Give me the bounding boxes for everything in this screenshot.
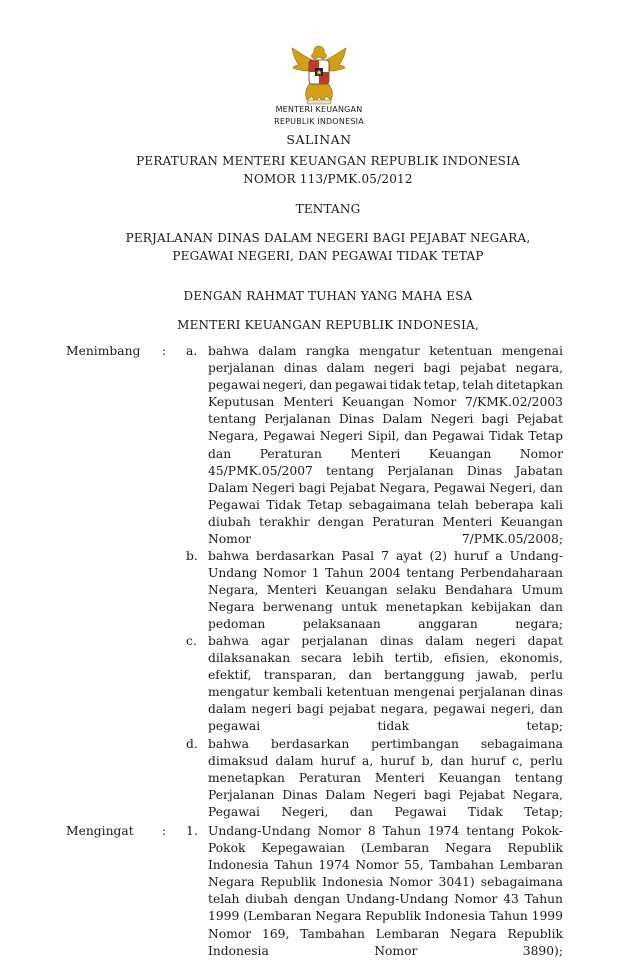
text-line: bahwa dalam rangka mengatur ketentuan mengenai (208, 344, 563, 358)
institution-line-1: MENTERI KEUANGAN (275, 105, 363, 114)
menimbang-colon: : (162, 344, 167, 358)
salinan-label: SALINAN (286, 132, 352, 147)
tentang-heading: TENTANG (295, 202, 361, 216)
text-line: Undang-Undang Nomor 8 Tahun 1974 tentang Pokok- (208, 824, 563, 838)
mengingat-label: Mengingat (66, 824, 134, 838)
text-line: bahwa berdasarkan Pasal 7 ayat (2) huruf a Undang- (208, 549, 563, 563)
rahmat-line: DENGAN RAHMAT TUHAN YANG MAHA ESA (183, 289, 473, 303)
text-line: tentang Perjalanan Dinas Dalam Negeri bagi Pejabat (208, 412, 563, 427)
mengingat-item-1 (208, 823, 563, 960)
text-line: diubah terakhir dengan Peraturan Menteri Keuangan (208, 514, 563, 529)
text-line: Indonesia Tahun 1974 Nomor 55, Tambahan Lembaran (208, 858, 563, 873)
text-line: Undang Nomor 1 Tahun 2004 tentang Perbendaharaan (208, 566, 563, 581)
menimbang-marker-b: b. (186, 549, 198, 563)
menimbang-label: Menimbang (66, 344, 141, 358)
text-line: Pegawai Tidak Tetap sebagaimana telah beberapa kali (208, 497, 563, 512)
text-line: bahwa berdasarkan pertimbangan sebagaimana (208, 737, 563, 751)
text-line: dimaksud dalam huruf a, huruf b, dan huruf c, perlu (208, 754, 563, 769)
mengingat-marker-1: 1. (186, 824, 198, 838)
text-line: 45/PMK.05/2007 tentang Perjalanan Dinas Jabatan (208, 463, 563, 478)
mengingat-colon: : (162, 824, 167, 838)
text-line: Negara berwenang untuk menetapkan kebijakan dan (208, 600, 563, 615)
text-line: Nomor 7/PMK.05/2008; (208, 532, 563, 547)
text-line: Negara, Menteri Keuangan selaku Bendahara Umum (208, 583, 563, 598)
menimbang-item-d (208, 736, 563, 821)
garuda-emblem-icon (290, 42, 348, 106)
text-line: Keputusan Menteri Keuangan Nomor 7/KMK.02/2003 (208, 395, 563, 410)
institution-line-2: REPUBLIK INDONESIA (274, 117, 364, 126)
text-line: dan Peraturan Menteri Keuangan Nomor (208, 446, 563, 461)
text-line: bahwa agar perjalanan dinas dalam negeri dapat (208, 634, 563, 648)
text-line: mengatur kembali ketentuan mengenai perjalanan dinas (208, 685, 563, 700)
text-line: menetapkan Peraturan Menteri Keuangan tentang (208, 771, 563, 786)
text-line: dilaksanakan secara lebih tertib, efisien, ekonomis, (208, 651, 563, 666)
text-line: Indonesia Nomor 3890); (208, 943, 563, 958)
menimbang-marker-a: a. (186, 344, 198, 358)
text-line: pegawai negeri, dan pegawai tidak tetap, telah ditetapkan (208, 378, 563, 393)
text-line: perjalanan dinas dalam negeri bagi pejabat negara, (208, 361, 563, 376)
text-line: Negara, Pegawai Negeri Sipil, dan Pegawai Tidak Tetap (208, 429, 563, 444)
subject-line-2: PEGAWAI NEGERI, DAN PEGAWAI TIDAK TETAP (172, 249, 484, 263)
text-line: Pokok Kepegawaian (Lembaran Negara Republik (208, 841, 563, 856)
text-line: 1999 (Lembaran Negara Republik Indonesia Tahun 1999 (208, 909, 563, 924)
text-line: telah diubah dengan Undang-Undang Nomor 43 Tahun (208, 892, 563, 907)
regulation-title: PERATURAN MENTERI KEUANGAN REPUBLIK INDONESIA (136, 154, 520, 168)
menimbang-item-c (208, 633, 563, 736)
text-line: dalam negeri bagi pejabat negara, pegawai negeri, dan (208, 702, 563, 717)
text-line: Negara Republik Indonesia Nomor 3041) sebagaimana (208, 875, 563, 890)
text-line: efektif, transparan, dan bertanggung jawab, perlu (208, 668, 563, 683)
subject-line-1: PERJALANAN DINAS DALAM NEGERI BAGI PEJABAT NEGARA, (125, 231, 531, 245)
text-line: Perjalanan Dinas Dalam Negeri bagi Pejabat Negara, (208, 788, 563, 803)
menimbang-marker-c: c. (186, 634, 197, 648)
text-line: pedoman pelaksanaan anggaran negara; (208, 617, 563, 632)
regulation-number: NOMOR 113/PMK.05/2012 (243, 172, 413, 186)
menimbang-item-b (208, 548, 563, 633)
menimbang-marker-d: d. (186, 737, 198, 751)
menimbang-item-a (208, 343, 563, 548)
text-line: Dalam Negeri bagi Pejabat Negara, Pegawai Negeri, dan (208, 480, 563, 495)
text-line: pegawai tidak tetap; (208, 719, 563, 734)
minister-line: MENTERI KEUANGAN REPUBLIK INDONESIA, (177, 318, 479, 332)
text-line: Nomor 169, Tambahan Lembaran Negara Republik (208, 926, 563, 941)
text-line: Pegawai Negeri, dan Pegawai Tidak Tetap; (208, 805, 563, 820)
